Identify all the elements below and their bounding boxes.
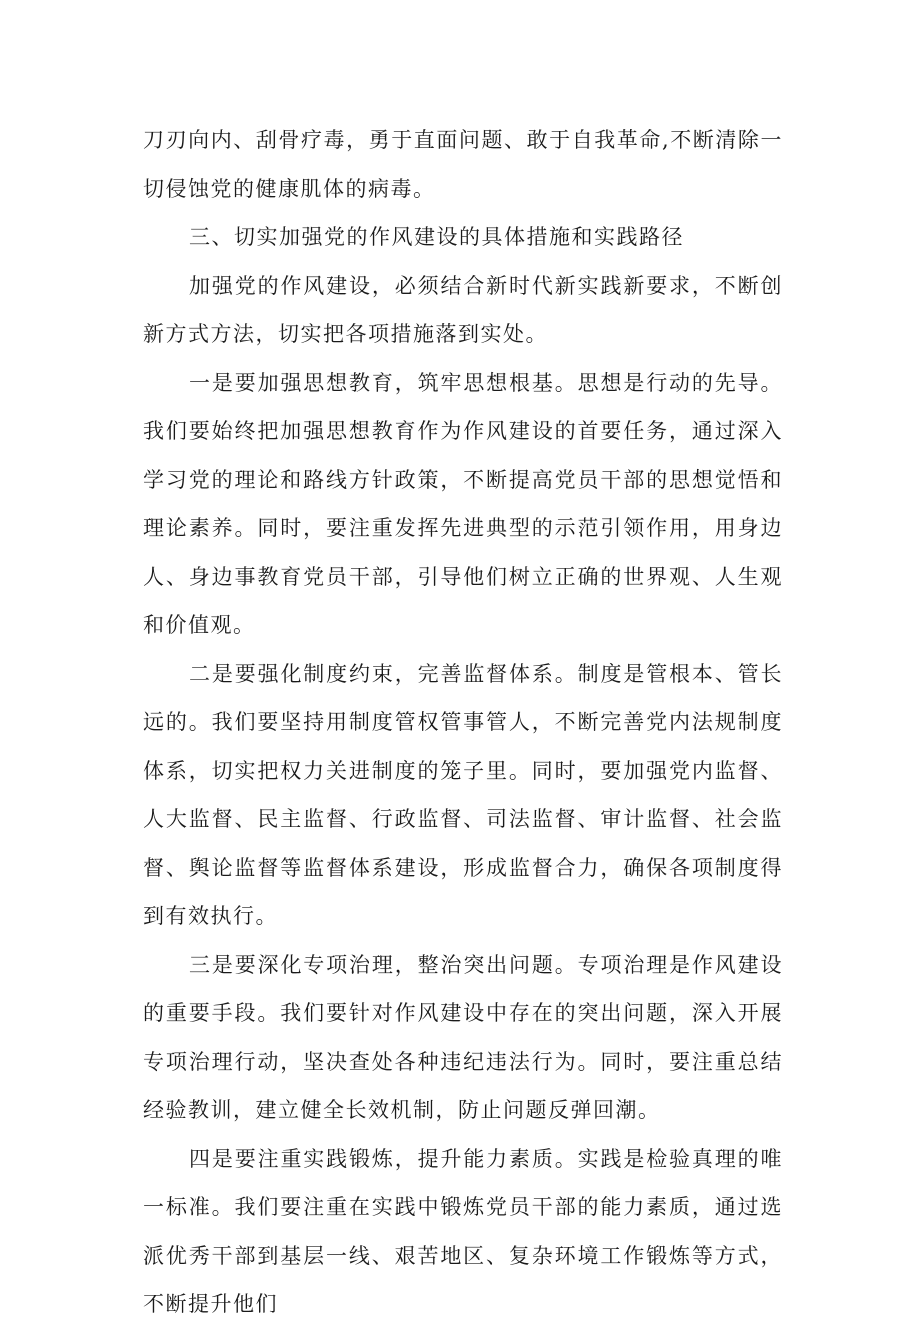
document-body <box>143 116 783 1329</box>
paragraph-point-3: 三是要深化专项治理，整治突出问题。专项治理是作风建设的重要手段。我们要针对作风建设中存在的突出问题，深入开展专项治理行动，坚决查处各种违纪违法行为。同时，要注重总结经验教训，建立健全长效机制，防止问题反弹回潮。 <box>143 952 783 1122</box>
paragraph-point-4: 四是要注重实践锻炼，提升能力素质。实践是检验真理的唯一标准。我们要注重在实践中锻炼党员干部的能力素质，通过选派优秀干部到基层一线、艰苦地区、复杂环境工作锻炼等方式，不断提升他们 <box>143 1146 783 1316</box>
paragraph-point-1: 一是要加强思想教育，筑牢思想根基。思想是行动的先导。我们要始终把加强思想教育作为作风建设的首要任务，通过深入学习党的理论和路线方针政策，不断提高党员干部的思想觉悟和理论素养。同时，要注重发挥先进典型的示范引领作用，用身边人、身边事教育党员干部，引导他们树立正确的世界观、人生观和价值观。 <box>143 370 783 637</box>
paragraph-point-2: 二是要强化制度约束，完善监督体系。制度是管根本、管长远的。我们要坚持用制度管权管事管人，不断完善党内法规制度体系，切实把权力关进制度的笼子里。同时，要加强党内监督、人大监督、民主监督、行政监督、司法监督、审计监督、社会监督、舆论监督等监督体系建设，形成监督合力，确保各项制度得到有效执行。 <box>143 661 783 928</box>
paragraph-continuation: 刀刃向内、刮骨疗毒，勇于直面问题、敢于自我革命,不断清除一切侵蚀党的健康肌体的病毒。 <box>143 128 783 201</box>
paragraph-intro: 加强党的作风建设，必须结合新时代新实践新要求，不断创新方式方法，切实把各项措施落到实处。 <box>143 273 783 346</box>
section-heading: 三、切实加强党的作风建设的具体措施和实践路径 <box>189 225 684 249</box>
